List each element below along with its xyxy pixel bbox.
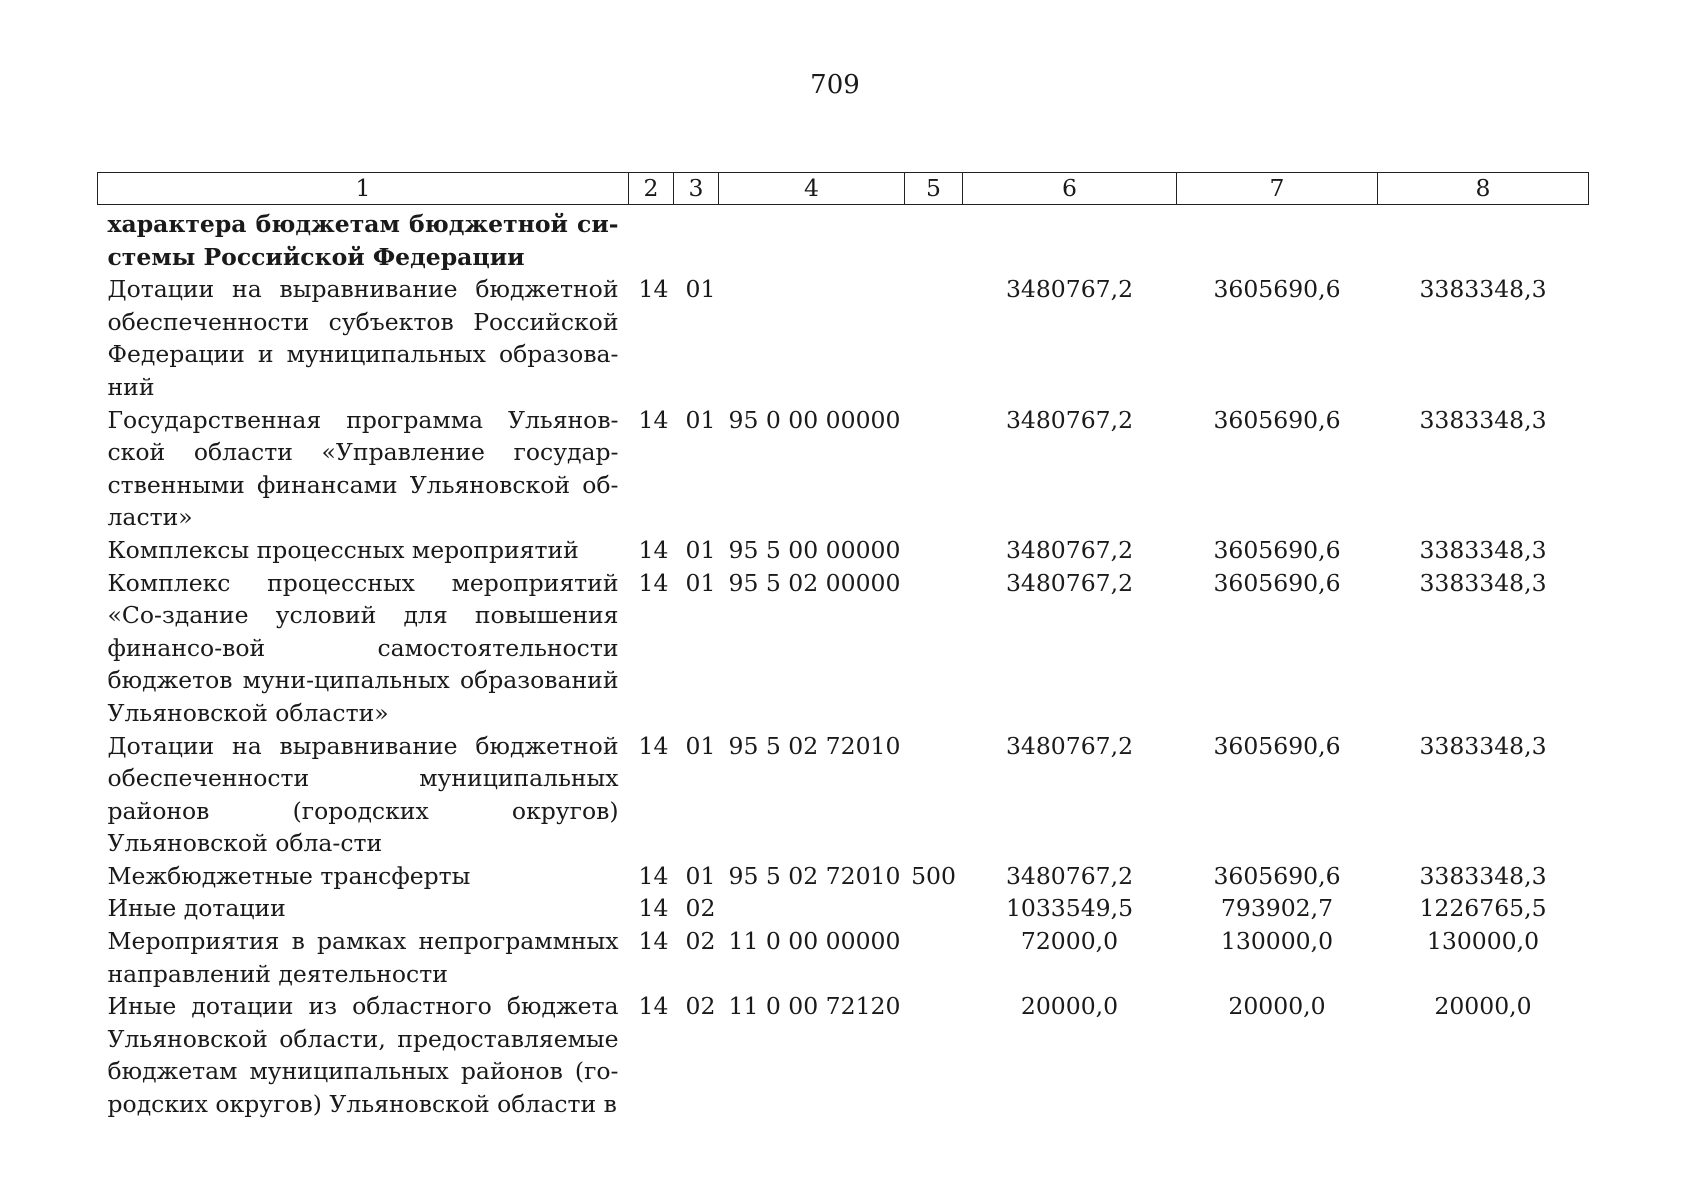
- row-section: 14: [638, 568, 669, 597]
- row-value-col6: 3480767,2: [1005, 568, 1134, 597]
- table-row: [98, 404, 1589, 534]
- row-subsection: 02: [685, 894, 716, 923]
- row-target-article: [719, 892, 905, 925]
- header-col-1: 1: [98, 173, 629, 205]
- row-value-col8: 3383348,3: [1419, 731, 1547, 760]
- row-value-col7: 3605690,6: [1213, 731, 1341, 760]
- row-value-col8: 3383348,3: [1419, 535, 1547, 564]
- table-row: [98, 273, 1589, 403]
- row-name: характера бюджетам бюджетной си-стемы Российской Федерации: [107, 210, 619, 271]
- row-expense-type: [905, 273, 963, 403]
- row-value-col6: 1033549,5: [1005, 894, 1134, 923]
- row-section: 14: [638, 861, 669, 890]
- row-section: 14: [638, 927, 669, 956]
- table-header: [98, 173, 1589, 205]
- row-subsection: 01: [685, 861, 716, 890]
- row-value-col8: 130000,0: [1426, 927, 1540, 956]
- row-subsection: [674, 205, 719, 274]
- row-name: Межбюджетные трансферты: [107, 861, 471, 890]
- row-value-col6: 20000,0: [1020, 992, 1119, 1021]
- row-expense-type: [905, 990, 963, 1120]
- header-col-5: 5: [905, 173, 963, 205]
- row-subsection: 01: [685, 535, 716, 564]
- row-value-col7: 3605690,6: [1213, 535, 1341, 564]
- row-name: Иные дотации из областного бюджета Ульяновской области, предоставляемые бюджетам муниципальных районов (го-родских округов) Ульяновской области в: [107, 992, 619, 1119]
- header-col-2: 2: [629, 173, 674, 205]
- row-value-col6: 72000,0: [1020, 927, 1119, 956]
- row-value-col7: 3605690,6: [1213, 275, 1341, 304]
- row-value-col6: [963, 205, 1177, 274]
- budget-table: [97, 172, 1589, 1121]
- table-row: [98, 925, 1589, 990]
- row-target-article: 95 5 02 72010: [728, 731, 901, 760]
- row-expense-type: [905, 925, 963, 990]
- row-name: Дотации на выравнивание бюджетной обеспеченности субъектов Российской Федерации и муниципальных образова-ний: [107, 275, 619, 401]
- table-row: [98, 990, 1589, 1120]
- row-value-col8: 3383348,3: [1419, 405, 1547, 434]
- row-expense-type: [905, 205, 963, 274]
- row-target-article: 11 0 00 00000: [728, 927, 901, 956]
- row-expense-type: [905, 567, 963, 730]
- row-value-col7: 793902,7: [1220, 894, 1334, 923]
- row-section: 14: [638, 275, 669, 304]
- row-value-col6: 3480767,2: [1005, 861, 1134, 890]
- row-target-article: 95 5 02 72010: [728, 861, 901, 890]
- row-value-col8: 3383348,3: [1419, 861, 1547, 890]
- row-value-col6: 3480767,2: [1005, 405, 1134, 434]
- table-row: [98, 730, 1589, 860]
- row-target-article: [719, 205, 905, 274]
- row-name: Мероприятия в рамках непрограммных направлений деятельности: [107, 927, 619, 988]
- page-number: 709: [810, 70, 860, 100]
- row-value-col6: 3480767,2: [1005, 275, 1134, 304]
- row-target-article: 95 5 00 00000: [728, 535, 901, 564]
- row-section: 14: [638, 992, 669, 1021]
- row-target-article: [719, 273, 905, 403]
- row-value-col8: 1226765,5: [1419, 894, 1547, 923]
- header-col-8: 8: [1378, 173, 1589, 205]
- row-expense-type: [905, 534, 963, 567]
- row-value-col8: [1378, 205, 1589, 274]
- row-name: Государственная программа Ульянов-ской области «Управление государ-ственными финансами Ульяновской об-ласти»: [107, 405, 619, 532]
- row-value-col7: 3605690,6: [1213, 861, 1341, 890]
- row-name: Комплекс процессных мероприятий «Со-здание условий для повышения финансо-вой самостоятельности бюджетов муни-ципальных образований Ульяновской области»: [107, 568, 619, 727]
- row-section: 14: [638, 405, 669, 434]
- row-subsection: 01: [685, 405, 716, 434]
- row-value-col8: 3383348,3: [1419, 568, 1547, 597]
- row-section: 14: [638, 535, 669, 564]
- table-row: [98, 567, 1589, 730]
- row-target-article: 11 0 00 72120: [728, 992, 901, 1021]
- row-name: Дотации на выравнивание бюджетной обеспеченности муниципальных районов (городских округов) Ульяновской обла-сти: [107, 731, 619, 858]
- row-value-col7: [1177, 205, 1378, 274]
- row-value-col7: 20000,0: [1228, 992, 1326, 1021]
- row-value-col7: 3605690,6: [1213, 568, 1341, 597]
- table-row: [98, 860, 1589, 893]
- row-value-col6: 3480767,2: [1005, 535, 1134, 564]
- row-value-col6: 3480767,2: [1005, 731, 1134, 760]
- row-value-col8: 3383348,3: [1419, 275, 1547, 304]
- row-value-col7: 130000,0: [1220, 927, 1334, 956]
- table-row: [98, 534, 1589, 567]
- row-target-article: 95 5 02 00000: [728, 568, 901, 597]
- header-col-6: 6: [963, 173, 1177, 205]
- row-subsection: 01: [685, 568, 716, 597]
- row-name: Комплексы процессных мероприятий: [107, 535, 579, 564]
- row-subsection: 02: [685, 927, 716, 956]
- row-value-col8: 20000,0: [1434, 992, 1532, 1021]
- row-subsection: 02: [685, 992, 716, 1021]
- table-row: [98, 205, 1589, 274]
- row-expense-type: [905, 730, 963, 860]
- row-subsection: 01: [685, 731, 716, 760]
- row-section: 14: [638, 731, 669, 760]
- row-name: Иные дотации: [107, 894, 286, 923]
- row-section: 14: [638, 894, 669, 923]
- row-value-col7: 3605690,6: [1213, 405, 1341, 434]
- header-col-4: 4: [719, 173, 905, 205]
- row-expense-type: 500: [911, 861, 956, 890]
- row-target-article: 95 0 00 00000: [728, 405, 901, 434]
- header-row: [98, 173, 1589, 205]
- row-section: [629, 205, 674, 274]
- row-expense-type: [905, 892, 963, 925]
- header-col-7: 7: [1177, 173, 1378, 205]
- row-subsection: 01: [685, 275, 716, 304]
- table-row: [98, 892, 1589, 925]
- table-body: [98, 205, 1589, 1121]
- row-expense-type: [905, 404, 963, 534]
- header-col-3: 3: [674, 173, 719, 205]
